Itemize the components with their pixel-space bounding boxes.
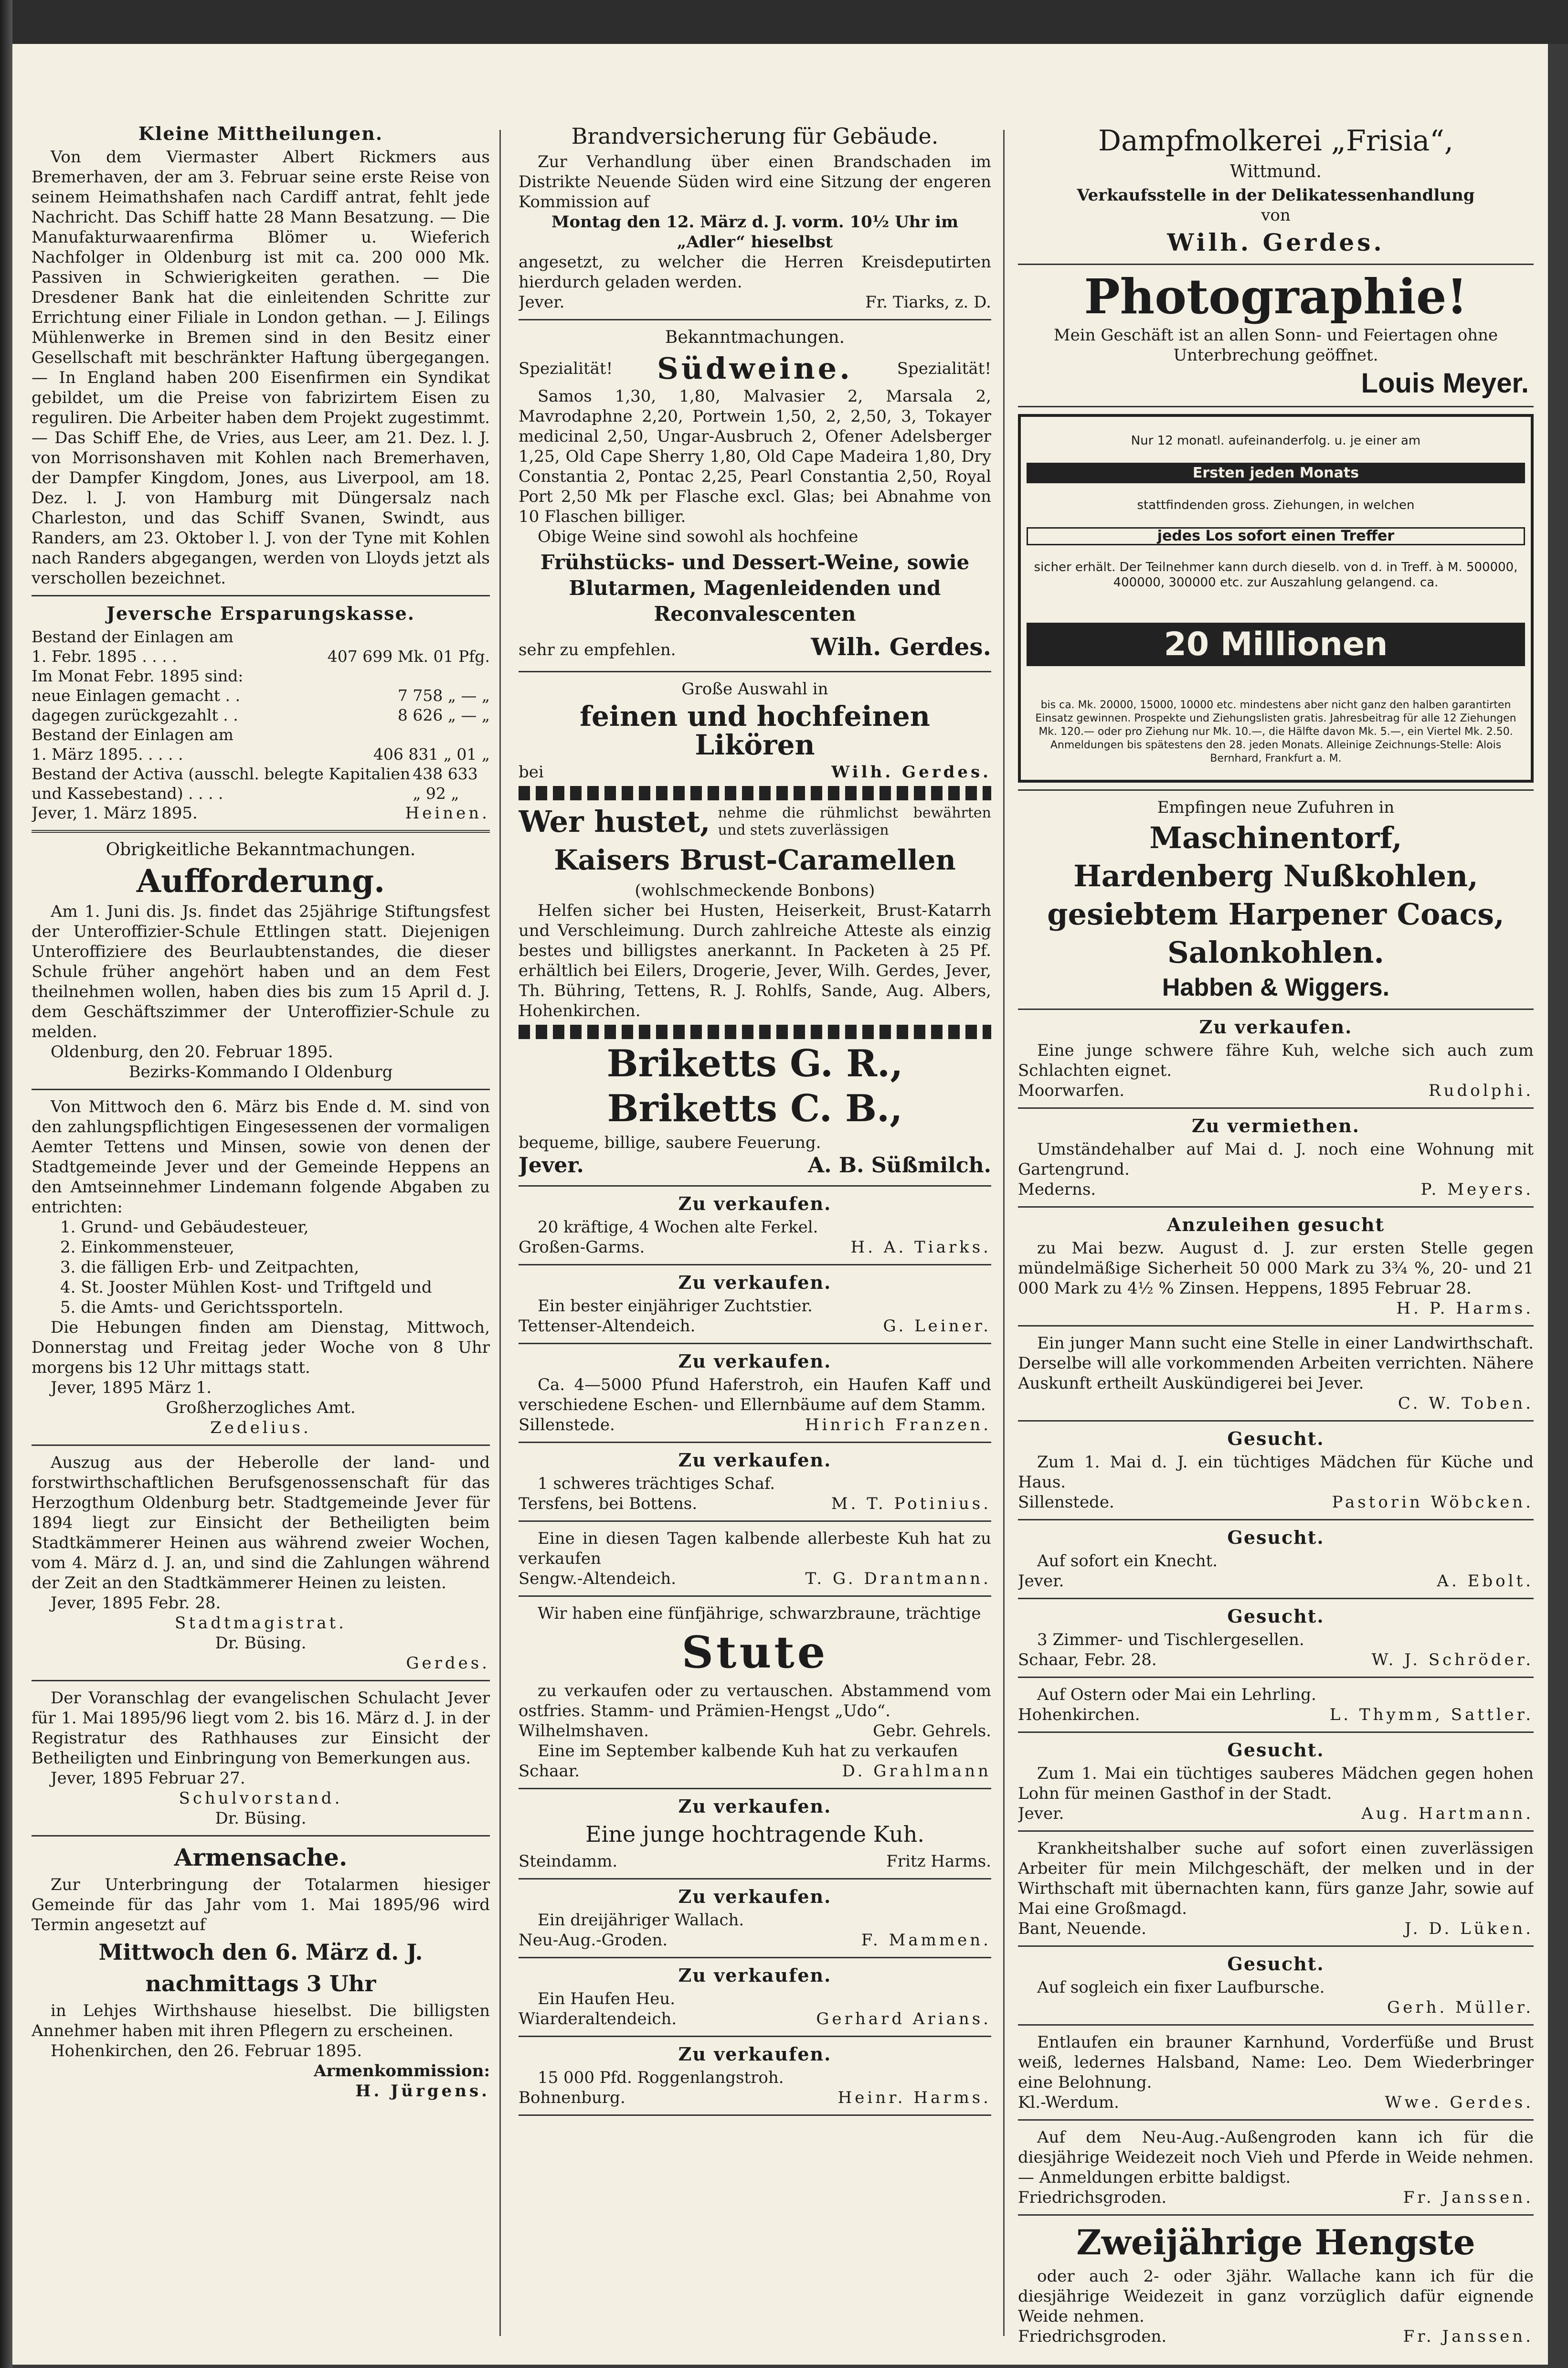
classified-ad bbox=[1018, 1527, 1534, 1599]
small-ads-1 bbox=[519, 1193, 991, 1597]
arm-sig2: H. Jürgens. bbox=[355, 2081, 490, 2101]
column-rule bbox=[1003, 130, 1005, 2336]
ad-name: L. Thymm, Sattler. bbox=[1329, 1705, 1534, 1724]
column-middle: Brandversicherung für Gebäude. Zur Verhandlung über einen Brandschaden im Distrikte Neuende Süden wird eine Sitzung der engeren Kommission auf Montag den 12. März d. J. vorm. 10½ Uhr im „Adler“ hieselbst angesetzt, zu welcher die Herren Kreisdeputirten hierdurch geladen werden. Jever. Fr. Tiarks, z. D. Bekanntmachungen. Spezialität! Südweine. Spezialität! Samos 1,30, 1,80, Malvasier 2, Marsala 2, Mavrodaphne 2,20, Portwein 1,50, 2, 2,50, 3, Tokayer medicinal 2,50, Ungar-Ausbruch 2, Ofener Adelsberger 1,25, Old Cape Sherry 1,80, Old Cape Madeira 1,80, Dry Constantia 2, Pontac 2,25, Pearl Constantia 2,50, Royal Port 2,50 Mk per Flasche excl. Glas; bei Abnahme von 10 Flaschen billiger. Obige Weine sind sowohl als hochfeine Frühstücks- und Dessert-Weine, sowie Blutarmen, Magenleidenden und Reconvalescenten sehr zu empfehlen. Wilh. Gerdes. Große Auswahl in feinen und hochfeinen Likören bei Wilh. Gerdes. Wer hustet, nehme die rühmlichst bewährten und stets zuverlässigen Kaisers Brust-Caramellen (wohlschmeckende Bonbons) Helfen sicher bei Husten, Heiserkeit, Brust-Katarrh und Verschleimung. Durch zahlreiche Atteste als einzig bestes und billigstes anerkannt. In Packeten à 25 Pf. erhältlich bei Eilers, Drogerie, Jever, Wilh. Gerdes, Jever, Th. Bühring, Tettens, R. J. Rohlfs, Sande, Aug. Albers, Hohenkirchen. Briketts G. R., Briketts C. B., bequeme, billige, saubere Feuerung. Jever. A. B. Süßmilch. Zu verkaufen. 20 kräftige, 4 Wochen alte Ferkel. Großen-Garms. H. A. Tiarks. Zu verkaufen. Ein bester einjähriger Zuchtstier. Tettenser-Altendeich. G. Leiner. Zu verkaufen. Ca. 4—5000 Pfund Haferstroh, ein Haufen Kaff und verschiedene Eschen- und Ellernbäume auf dem Stamm. Sillenstede. Hinrich Franzen. Zu verkaufen. 1 schweres trächtiges Schaf. Tersfens, bei Bottens. M. T. Potinius. Eine in diesen Tagen kalbende allerbeste Kuh hat zu verkaufen Sengw.-Altendeich. T. G. Drantmann. Wir haben eine fünfjährige, schwarzbraune, trächtige Stute zu verkaufen oder zu vertauschen. Abstammend vom ostfries. Stamm- und Prämien-Hengst „Udo“. Wilhelmshaven. Gebr. Gehrels. Eine im September kalbende Kuh hat zu verkaufen Schaar. D. Grahlmann Zu verkaufen. Eine junge hochtragende Kuh. Steindamm. Fritz Harms. Zu verkaufen. Ein dreijähriger Wallach. Neu-Aug.-Groden. F. Mammen. Zu verkaufen. Ein Haufen Heu. Wiarderaltendeich. Gerhard Arians. Zu verkaufen. 15 000 Pfd. Roggenlangstroh. Bohnenburg. Heinr. Harms. bbox=[519, 120, 991, 2123]
classified-ad bbox=[519, 1193, 991, 1265]
ad-text: 3 Zimmer- und Tischlergesellen. bbox=[1037, 1630, 1304, 1649]
classified-ad bbox=[1018, 1606, 1534, 1678]
classified-ad bbox=[1018, 1333, 1534, 1422]
ad-signature bbox=[519, 2088, 991, 2108]
ad-name: P. Meyers. bbox=[1420, 1180, 1534, 1199]
arm-big1: Mittwoch den 6. März d. J. bbox=[98, 1939, 423, 1965]
sw-bold: Frühstücks- und Dessert-Weine, sowie Blutarmen, Magenleidenden und Reconvalescenten bbox=[540, 551, 970, 626]
brand-text: Zur Verhandlung über einen Brandschaden im Distrikte Neuende Süden wird eine Sitzung der engeren Kommission auf bbox=[519, 152, 991, 212]
torf-sig: Habben & Wiggers. bbox=[1162, 974, 1390, 1001]
brand-bold: Montag den 12. März d. J. vorm. 10½ Uhr im „Adler“ hieselbst bbox=[551, 212, 959, 252]
ad-signature bbox=[519, 1494, 991, 1514]
arm-text: Zur Unterbringung der Totalarmen hiesiger Gemeinde für das Jahr vom 1. Mai 1895/96 wird Termin angesetzt auf bbox=[32, 1875, 490, 1934]
photo-title: Photographie! bbox=[1084, 268, 1468, 325]
ad-place: Bant, Neuende. bbox=[1018, 1919, 1146, 1938]
ad-name: A. Ebolt. bbox=[1437, 1572, 1534, 1591]
ad-text: Auf sofort ein Knecht. bbox=[1037, 1551, 1218, 1571]
small-ads-2 bbox=[519, 1886, 991, 2116]
classified-ad bbox=[1018, 1017, 1534, 1109]
spar-row bbox=[32, 744, 490, 764]
classified-ad bbox=[1018, 1214, 1534, 1327]
ad-name: Gerh. Müller. bbox=[1387, 1998, 1534, 2017]
sw-header: Spezialität! Südweine. Spezialität! bbox=[519, 351, 991, 386]
abg-item: 2. Einkommensteuer, bbox=[60, 1238, 234, 1257]
spar-row bbox=[32, 725, 490, 744]
stute-pre: Wir haben eine fünfjährige, schwarzbraune, trächtige bbox=[538, 1604, 981, 1623]
spar-row bbox=[32, 686, 490, 705]
classified-ad bbox=[1018, 2032, 1534, 2121]
spar-title: Jeversche Ersparungskasse. bbox=[106, 603, 415, 624]
ad-name: H. P. Harms. bbox=[1396, 1299, 1534, 1318]
classified-ad bbox=[519, 1529, 991, 1597]
ad-text: Entlaufen ein brauner Karnhund, Vorderfüße und Brust weiß, ledernes Halsband, Name: Leo. Dem Wiederbringer eine Belohnung. bbox=[1018, 2033, 1534, 2092]
spar-label: 1. Febr. 1895 . . . . bbox=[32, 647, 177, 666]
abg-date: Jever, 1895 März 1. bbox=[51, 1378, 212, 1397]
ad-signature bbox=[1018, 2187, 1534, 2208]
spar-label: Bestand der Einlagen am bbox=[32, 627, 233, 646]
classified-ad bbox=[519, 1886, 991, 1958]
classified-ad bbox=[1018, 1838, 1534, 1947]
brik-text: bequeme, billige, saubere Feuerung. bbox=[519, 1133, 821, 1152]
ad-text: 1 schweres trächtiges Schaf. bbox=[538, 1474, 775, 1493]
brik2: Briketts C. B., bbox=[607, 1087, 903, 1130]
ad-place: Neu-Aug.-Groden. bbox=[519, 1931, 668, 1950]
ad-name: F. Mammen. bbox=[861, 1931, 991, 1950]
sw-text2: Obige Weine sind sowohl als hochfeine bbox=[538, 527, 858, 546]
hust-text: Helfen sicher bei Husten, Heiserkeit, Brust-Katarrh und Verschleimung. Durch zahlreiche Atteste als einzig bestes und billigstes anerkannt. In Packeten à 25 Pf. erhältlich bei Eilers, Drogerie, Jever, Wilh. Gerdes, Jever, Th. Bühring, Tettens, R. J. Rohlfs, Sande, Aug. Albers, Hohenkirchen. bbox=[519, 901, 991, 1020]
ad-signature bbox=[519, 1316, 991, 1336]
heng-text: oder auch 2- oder 3jähr. Wallache kann ich für die diesjährige Weidezeit in ganz vorzüglich dafür eignende Weide nehmen. bbox=[1018, 2267, 1534, 2326]
scan-top-edge bbox=[12, 0, 1568, 44]
ad-place: Tettenser-Altendeich. bbox=[519, 1317, 696, 1336]
ad-text: Auf dem Neu-Aug.-Außengroden kann ich für die diesjährige Weidezeit noch Vieh und Pferde in Weide nehmen. — Anmeldungen erbitte baldigst. bbox=[1018, 2128, 1534, 2187]
frisia-sub: Wittmund. bbox=[1230, 162, 1322, 181]
ad-text: Zum 1. Mai ein tüchtiges sauberes Mädchen gegen hohen Lohn für meinen Gasthof in der Stadt. bbox=[1018, 1764, 1534, 1803]
ad-signature bbox=[519, 1237, 991, 1257]
ad-place: Jever. bbox=[1018, 1804, 1064, 1823]
classified-ad bbox=[1018, 1115, 1534, 1208]
abg-item: 4. St. Jooster Mühlen Kost- und Triftgeld und bbox=[60, 1278, 432, 1297]
ad-name: H. A. Tiarks. bbox=[850, 1238, 991, 1257]
spar-value: 407 699 Mk. 01 Pfg. bbox=[327, 647, 490, 666]
ad-signature bbox=[1018, 1179, 1534, 1200]
ad-name: W. J. Schröder. bbox=[1371, 1650, 1534, 1669]
column-rule bbox=[499, 130, 501, 2336]
ad-signature bbox=[1018, 2092, 1534, 2113]
spar-label: Bestand der Einlagen am bbox=[32, 725, 233, 744]
ad-name: T. G. Drantmann. bbox=[805, 1569, 991, 1588]
ad-place: Sillenstede. bbox=[519, 1415, 615, 1434]
spar-value: 8 626 „ — „ bbox=[397, 706, 490, 724]
kuh-text: Eine im September kalbende Kuh hat zu verkaufen bbox=[538, 1741, 958, 1761]
spar-label: Bestand der Activa (ausschl. belegte Kapitalien und Kassebestand) . . . . bbox=[32, 765, 411, 803]
spar-label: Im Monat Febr. 1895 sind: bbox=[32, 667, 244, 685]
ad-signature bbox=[519, 1569, 991, 1589]
mitt-text: Von dem Viermaster Albert Rickmers aus Bremerhaven, der am 3. Februar seine erste Reise von seinem Heimathshafen nach Cardiff antrat, fehlt jede Nachricht. Das Schiff hatte 28 Mann Besatzung. — Die Manufakturwaarenfirma Blömer u. Wieferich Nachfolger in Oldenburg ist mit ca. 200 000 Mk. Passiven in Schwierigkeiten gerathen. — Die Dresdener Bank hat die einleitenden Schritte zur Errichtung einer Filiale in London gethan. — J. Eilings Mühlenwerke in Bremen sind in den Besitz einer Gesellschaft mit beschränkter Haftung übergegangen. — In England haben 200 Eisenfirmen ein Syndikat gebildet, um die Preise von fabrizirtem Eisen zu reguliren. Die Arbeiter haben dem Projekt zugestimmt. — Das Schiff Ehe, de Vries, aus Leer, am 21. Dez. l. J. von Morrisonshaven mit Kohlen nach Bremerhaven, der Dampfer Kingdom, Jones, aus Liverpool, am 18. Dez. l. J. von Hamburg mit Düngersalz nach Charleston, und das Schiff Svanen, Swindt, aus Randers, am 23. Oktober l. J. von der Tyne mit Kohlen nach Randers abgegangen, werden von Lloyds jetzt als verschollen bezeichnet. bbox=[32, 148, 490, 588]
ad-title: Gesucht. bbox=[1227, 1428, 1324, 1449]
ad-signature bbox=[1018, 1919, 1534, 1939]
lottery-big: 20 Millionen bbox=[1027, 623, 1525, 666]
ad-title: Zu verkaufen. bbox=[678, 1886, 832, 1907]
ausz-date: Jever, 1895 Febr. 28. bbox=[51, 1593, 221, 1613]
ad-signature bbox=[1018, 1997, 1534, 2018]
stute-title: Stute bbox=[681, 1626, 828, 1678]
ad-title: Zu vermiethen. bbox=[1192, 1115, 1360, 1136]
ad-name: J. D. Lüken. bbox=[1404, 1919, 1534, 1938]
ad-text: Ca. 4—5000 Pfund Haferstroh, ein Haufen Kaff und verschiedene Eschen- und Ellernbäume auf dem Stamm. bbox=[519, 1375, 991, 1414]
brand-signature: Jever. Fr. Tiarks, z. D. bbox=[519, 293, 991, 312]
abg-text2: Die Hebungen finden am Dienstag, Mittwoch, Donnerstag und Freitag jeder Woche von 8 Uhr morgens bis 12 Uhr mittags statt. bbox=[32, 1318, 490, 1377]
ad-place: Hohenkirchen. bbox=[1018, 1705, 1140, 1724]
ad-name: Heinr. Harms. bbox=[837, 2088, 991, 2107]
ad-text: Krankheitshalber suche auf sofort einen zuverlässigen Arbeiter für mein Milchgeschäft, der melken und in der Wirthschaft mit übernachten kann, fürs ganze Jahr, sowie auf Mai eine Großmagd. bbox=[1018, 1839, 1534, 1918]
ad-title: Gesucht. bbox=[1227, 1739, 1324, 1761]
abg-item: 1. Grund- und Gebäudesteuer, bbox=[60, 1218, 309, 1237]
brand-text2: angesetzt, zu welcher die Herren Kreisdeputirten hierdurch geladen werden. bbox=[519, 253, 991, 292]
brik1: Briketts G. R., bbox=[606, 1042, 903, 1085]
ad-name: Aug. Hartmann. bbox=[1361, 1804, 1534, 1823]
hust-prod: Kaisers Brust-Caramellen bbox=[554, 844, 956, 876]
ad-text: 20 kräftige, 4 Wochen alte Ferkel. bbox=[538, 1218, 818, 1237]
ad-text: Auf Ostern oder Mai ein Lehrling. bbox=[1037, 1685, 1316, 1704]
spar-value: 406 831 „ 01 „ bbox=[373, 745, 490, 764]
ad-name: G. Leiner. bbox=[883, 1317, 991, 1336]
ad-signature bbox=[1018, 1705, 1534, 1725]
classified-ad bbox=[1018, 1685, 1534, 1733]
ad-title: Gesucht. bbox=[1227, 1527, 1324, 1548]
ausz-sig2: Dr. Büsing. bbox=[215, 1634, 307, 1653]
mitt-title: Kleine Mittheilungen. bbox=[138, 123, 383, 144]
abg-item: 5. die Amts- und Gerichtssporteln. bbox=[60, 1298, 344, 1317]
ad-name: M. T. Potinius. bbox=[831, 1494, 991, 1513]
kuh2-title: Zu verkaufen. bbox=[678, 1795, 832, 1817]
ad-title: Zu verkaufen. bbox=[678, 1449, 832, 1471]
ad-title: Gesucht. bbox=[1227, 1953, 1324, 1975]
hust-sub: (wohlschmeckende Bonbons) bbox=[635, 881, 875, 900]
ausz-sig1: Stadtmagistrat. bbox=[175, 1614, 347, 1633]
spar-table bbox=[32, 627, 490, 803]
auff-date: Oldenburg, den 20. Februar 1895. bbox=[51, 1042, 333, 1062]
vor-date: Jever, 1895 Februar 27. bbox=[51, 1769, 245, 1788]
obr-title: Obrigkeitliche Bekanntmachungen. bbox=[106, 840, 416, 860]
sw-title: Südweine. bbox=[657, 351, 853, 386]
arm-title: Armensache. bbox=[174, 1843, 348, 1871]
ad-place: Jever. bbox=[1018, 1572, 1064, 1591]
ad-place: Bohnenburg. bbox=[519, 2088, 625, 2107]
ad-signature bbox=[1018, 1650, 1534, 1670]
spar-row bbox=[32, 647, 490, 666]
lik-text: Große Auswahl in bbox=[681, 680, 828, 699]
classified-ad bbox=[1018, 2127, 1534, 2216]
abg-sig2: Zedelius. bbox=[210, 1418, 311, 1437]
ad-place: Moorwarfen. bbox=[1018, 1081, 1125, 1100]
ad-text: Ein dreijähriger Wallach. bbox=[538, 1911, 744, 1930]
spar-row bbox=[32, 627, 490, 647]
hust-header bbox=[519, 804, 991, 839]
lik-sig: Wilh. Gerdes. bbox=[831, 763, 991, 782]
classified-ad bbox=[1018, 1954, 1534, 2026]
ad-signature bbox=[1018, 1298, 1534, 1318]
ad-place: Tersfens, bei Bottens. bbox=[519, 1494, 698, 1513]
abg-item: 3. die fälligen Erb- und Zeitpachten, bbox=[60, 1258, 360, 1277]
sw-sig: Wilh. Gerdes. bbox=[811, 633, 991, 661]
arm-date: Hohenkirchen, den 26. Februar 1895. bbox=[51, 2041, 362, 2060]
ad-place: Schaar, Febr. 28. bbox=[1018, 1650, 1157, 1669]
ad-title: Zu verkaufen. bbox=[678, 2043, 832, 2065]
ad-signature bbox=[1018, 1393, 1534, 1413]
sw-text: Samos 1,30, 1,80, Malvasier 2, Marsala 2, Mavrodaphne 2,20, Portwein 1,50, 2, 2,50, 3, Tokayer medicinal 2,50, Ungar-Ausbruch 2, Ofener Adelsberger 1,25, Old Cape Sherry 1,80, Old Cape Madeira 1,80, Dry Constantia 2, Pontac 2,25, Pearl Constantia 2,50, Royal Port 2,50 Mk per Flasche excl. Glas; bei Abnahme von 10 Flaschen billiger. bbox=[519, 387, 991, 526]
ad-name: C. W. Toben. bbox=[1398, 1394, 1534, 1413]
ad-name: Rudolphi. bbox=[1429, 1081, 1534, 1100]
spar-value: 438 633 „ 92 „ bbox=[413, 765, 478, 803]
frisia-text: Verkaufsstelle in der Delikatessenhandlung bbox=[1077, 186, 1475, 205]
arm-sig1: Armenkommission: bbox=[314, 2061, 490, 2081]
ad-name: Wwe. Gerdes. bbox=[1385, 2093, 1534, 2112]
ad-text: zu Mai bezw. August d. J. zur ersten Stelle gegen mündelmäßige Sicherheit 50 000 Mark zu 3¾ %, 20- und 21 000 Mark zu 4½ % Zinsen. Heppens, 1895 Februar 28. bbox=[1018, 1239, 1534, 1298]
vor-sig1: Schulvorstand. bbox=[179, 1789, 343, 1808]
ad-title: Gesucht. bbox=[1227, 1605, 1324, 1627]
ad-text: Zum 1. Mai d. J. ein tüchtiges Mädchen für Küche und Haus. bbox=[1018, 1453, 1534, 1492]
auff-title: Aufforderung. bbox=[136, 862, 385, 900]
ad-place: Wiarderaltendeich. bbox=[519, 2009, 677, 2028]
ad-title: Zu verkaufen. bbox=[678, 1350, 832, 1372]
ad-place: Mederns. bbox=[1018, 1180, 1096, 1199]
ad-place: Kl.-Werdum. bbox=[1018, 2093, 1119, 2112]
ad-text: Ein Haufen Heu. bbox=[538, 1989, 676, 2008]
sw-emp: sehr zu empfehlen. bbox=[519, 640, 676, 659]
spar-value: 7 758 „ — „ bbox=[397, 686, 490, 705]
brand-title: Brandversicherung für Gebäude. bbox=[571, 123, 939, 149]
ad-title: Zu verkaufen. bbox=[678, 1193, 832, 1214]
small-ads-3 bbox=[1018, 1017, 1534, 2216]
spar-signature: Jever, 1. März 1895. Heinen. bbox=[32, 804, 490, 823]
ad-text: Eine junge schwere fähre Kuh, welche sich auch zum Schlachten eignet. bbox=[1018, 1041, 1534, 1080]
ad-place: Großen-Garms. bbox=[519, 1238, 645, 1257]
ad-signature bbox=[519, 2009, 991, 2029]
column-right: Dampfmolkerei „Frisia“, Wittmund. Verkaufsstelle in der Delikatessenhandlung von Wilh. Gerdes. Photographie! Mein Geschäft ist an allen Sonn- und Feiertagen ohne Unterbrechung geöffnet. Louis Meyer. Nur 12 monatl. aufeinanderfolg. u. je einer am Ersten jeden Monats stattfindenden gross. Ziehungen, in welchen jedes Los sofort einen Treffer sicher erhält. Der Teilnehmer kann durch dieselb. von d. in Treff. à M. 500000, 400000, 300000 etc. zur Auszahlung gelangend. ca. 20 Millionen bis ca. Mk. 20000, 15000, 10000 etc. mindestens aber nicht ganz den halben garantirten Einsatz gewinnen. Prospekte und Ziehungslisten gratis. Jahresbeitrag für alle 12 Ziehungen Mk. 120.— oder pro Ziehung nur Mk. 10.—, die Hälfte davon Mk. 5.—, ein Viertel Mk. 2.50. Anmeldungen bis spätestens den 28. jeden Monats. Alleinige Zeichnungs-Stelle: Alois Bernhard, Frankfurt a. M. Empfingen neue Zufuhren in Maschinentorf, Hardenberg Nußkohlen, gesiebtem Harpener Coacs, Salonkohlen. Habben & Wiggers. Zu verkaufen. Eine junge schwere fähre Kuh, welche sich auch zum Schlachten eignet. Moorwarfen. Rudolphi. Zu vermiethen. Umständehalber auf Mai d. J. noch eine Wohnung mit Gartengrund. Mederns. P. Meyers. Anzuleihen gesucht zu Mai bezw. August d. J. zur ersten Stelle gegen mündelmäßige Sicherheit 50 000 Mark zu 3¾ %, 20- und 21 000 Mark zu 4½ % Zinsen. Heppens, 1895 Februar 28. H. P. Harms. Ein junger Mann sucht eine Stelle in einer Landwirthschaft. Derselbe will alle vorkommenden Arbeiten verrichten. Nähere Auskunft ertheilt Auskündigerei bei Jever. C. W. Toben. Gesucht. Zum 1. Mai d. J. ein tüchtiges Mädchen für Küche und Haus. Sillenstede. Pastorin Wöbcken. Gesucht. Auf sofort ein Knecht. Jever. A. Ebolt. Gesucht. 3 Zimmer- und Tischlergesellen. Schaar, Febr. 28. W. J. Schröder. Auf Ostern oder Mai ein Lehrling. Hohenkirchen. L. Thymm, Sattler. Gesucht. Zum 1. Mai ein tüchtiges sauberes Mädchen gegen hohen Lohn für meinen Gasthof in der Stadt. Jever. Aug. Hartmann. Krankheitshalber suche auf sofort einen zuverlässigen Arbeiter für mein Milchgeschäft, der melken und in der Wirthschaft mit übernachten kann, fürs ganze Jahr, sowie auf Mai eine Großmagd. Bant, Neuende. J. D. Lüken. Gesucht. Auf sogleich ein fixer Laufbursche. Gerh. Müller. Entlaufen ein brauner Karnhund, Vorderfüße und Brust weiß, ledernes Halsband, Name: Leo. Dem Wiederbringer eine Belohnung. Kl.-Werdum. Wwe. Gerdes. Auf dem Neu-Aug.-Außengroden kann ich für die diesjährige Weidezeit noch Vieh und Pferde in Weide nehmen. — Anmeldungen erbitte baldigst. Friedrichsgroden. Fr. Janssen. Zweijährige Hengste oder auch 2- oder 3jähr. Wallache kann ich für die diesjährige Weidezeit in ganz vorzüglich dafür eignende Weide nehmen. Friedrichsgroden. Fr. Janssen. bbox=[1018, 124, 1534, 2346]
bek-title: Bekanntmachungen. bbox=[665, 328, 845, 347]
ornament-border bbox=[519, 786, 991, 800]
frisia-title: Dampfmolkerei „Frisia“, bbox=[1098, 124, 1453, 158]
ad-name: Gerhard Arians. bbox=[816, 2009, 991, 2028]
ad-signature bbox=[1018, 1571, 1534, 1591]
ad-text: 15 000 Pfd. Roggenlangstroh. bbox=[538, 2068, 784, 2087]
ad-place: Sengw.-Altendeich. bbox=[519, 1569, 677, 1588]
stute-text: zu verkaufen oder zu vertauschen. Abstammend vom ostfries. Stamm- und Prämien-Hengst „Udo“. bbox=[519, 1681, 991, 1720]
abg-list bbox=[32, 1217, 490, 1317]
ad-title: Anzuleihen gesucht bbox=[1166, 1214, 1385, 1235]
ornament-border bbox=[519, 1025, 991, 1039]
ad-text: Ein bester einjähriger Zuchtstier. bbox=[538, 1296, 813, 1316]
spar-label: 1. März 1895. . . . . bbox=[32, 745, 183, 764]
vor-sig2: Dr. Büsing. bbox=[215, 1809, 307, 1828]
ad-name: Fr. Janssen. bbox=[1403, 2188, 1534, 2207]
ad-name: Hinrich Franzen. bbox=[805, 1415, 991, 1434]
auff-sig: Bezirks-Kommando I Oldenburg bbox=[128, 1062, 393, 1082]
newspaper-page bbox=[12, 44, 1548, 2365]
ad-text: Auf sogleich ein fixer Laufbursche. bbox=[1037, 1978, 1325, 1997]
ausz-sig3: Gerdes. bbox=[406, 1654, 490, 1673]
lik-big: feinen und hochfeinen Likören bbox=[580, 700, 930, 761]
classified-ad bbox=[1018, 1428, 1534, 1520]
spar-label: dagegen zurückgezahlt . . bbox=[32, 706, 238, 724]
ad-place: Sillenstede. bbox=[1018, 1493, 1114, 1512]
spar-label: neue Einlagen gemacht . . bbox=[32, 686, 241, 705]
heng-title: Zweijährige Hengste bbox=[1076, 2222, 1475, 2262]
ausz-text: Auszug aus der Heberolle der land- und forstwirthschaftlichen Berufsgenossenschaft für das Herzogthum Oldenburg betr. Stadtgemeinde Jever für 1894 liegt zur Einsicht der Betheiligten beim Stadtkämmerer Heinen aus während zweier Wochen, vom 4. März d. J. an, und sind die Zahlungen während der Zeit an den Stadtkämmerer Heinen zu leisten. bbox=[32, 1453, 490, 1593]
vor-text: Der Voranschlag der evangelischen Schulacht Jever für 1. Mai 1895/96 liegt vom 2. bis 16. März d. J. in der Registratur des Rathhauses zur Einsicht der Betheiligten und Einbringung von Bemerkungen aus. bbox=[32, 1688, 490, 1768]
spar-row bbox=[32, 666, 490, 686]
arm-big2: nachmittags 3 Uhr bbox=[145, 1971, 376, 1996]
ad-title: Zu verkaufen. bbox=[678, 1272, 832, 1293]
ad-signature bbox=[1018, 1081, 1534, 1101]
classified-ad bbox=[519, 1450, 991, 1522]
arm-text2: in Lehjes Wirthshause hieselbst. Die billigsten Annehmer haben mit ihren Pflegern zu erscheinen. bbox=[32, 2001, 490, 2040]
ad-title: Zu verkaufen. bbox=[1199, 1016, 1353, 1038]
classified-ad bbox=[1018, 1740, 1534, 1832]
torf-text: Empfingen neue Zufuhren in bbox=[1157, 798, 1395, 817]
ad-text: Eine in diesen Tagen kalbende allerbeste Kuh hat zu verkaufen bbox=[519, 1529, 991, 1568]
hust-side: nehme die rühmlichst bewährten und stets zuverlässigen bbox=[718, 805, 991, 839]
photo-text: Mein Geschäft ist an allen Sonn- und Feiertagen ohne Unterbrechung geöffnet. bbox=[1053, 326, 1498, 365]
scan-binding-edge bbox=[0, 0, 12, 2368]
auff-text: Am 1. Juni dis. Js. findet das 25jährige Stiftungsfest der Unteroffizier-Schule Ettlingen statt. Diejenigen Unteroffiziere des Beurlaubtenstandes, die dieser Schule früher angehört haben und an dem Fest theilnehmen wollen, haben dies bis zum 15 April d. J. dem Geschäftszimmer der Unteroffizier-Schule zu melden. bbox=[32, 902, 490, 1041]
classified-ad bbox=[519, 1272, 991, 1344]
classified-ad bbox=[519, 1965, 991, 2037]
ad-text: Ein junger Mann sucht eine Stelle in einer Landwirthschaft. Derselbe will alle vorkommenden Arbeiten verrichten. Nähere Auskunft ertheilt Auskündigerei bei Jever. bbox=[1018, 1334, 1534, 1393]
ad-signature bbox=[1018, 1492, 1534, 1512]
classified-ad bbox=[519, 1351, 991, 1443]
lottery-ad: Nur 12 monatl. aufeinanderfolg. u. je einer am Ersten jeden Monats stattfindenden gross. Ziehungen, in welchen jedes Los sofort einen Treffer sicher erhält. Der Teilnehmer kann durch dieselb. von d. in Treff. à M. 500000, 400000, 300000 etc. zur Auszahlung gelangend. ca. 20 Millionen bis ca. Mk. 20000, 15000, 10000 etc. mindestens aber nicht ganz den halben garantirten Einsatz gewinnen. Prospekte und Ziehungslisten gratis. Jahresbeitrag für alle 12 Ziehungen Mk. 120.— oder pro Ziehung nur Mk. 10.—, die Hälfte davon Mk. 5.—, ein Viertel Mk. 2.50. Anmeldungen bis spätestens den 28. jeden Monats. Alleinige Zeichnungs-Stelle: Alois Bernhard, Frankfurt a. M. bbox=[1018, 414, 1534, 783]
classified-ad bbox=[519, 2044, 991, 2116]
ad-place: Friedrichsgroden. bbox=[1018, 2188, 1167, 2207]
kuh2-big: Eine junge hochtragende Kuh. bbox=[585, 1821, 924, 1847]
ad-signature bbox=[519, 1415, 991, 1435]
column-left bbox=[32, 120, 490, 2101]
spar-row bbox=[32, 705, 490, 725]
abg-text: Von Mittwoch den 6. März bis Ende d. M. sind von den zahlungspflichtigen Eingesessenen der vormaligen Aemter Tettens und Minsen, sowie von denen der Stadtgemeinde Jever und der Gemeinde Heppens an den Amtseinnehmer Lindemann folgende Abgaben zu entrichten: bbox=[32, 1097, 490, 1217]
ad-text: Umständehalber auf Mai d. J. noch eine Wohnung mit Gartengrund. bbox=[1018, 1140, 1534, 1179]
hust-big: Wer hustet, bbox=[519, 804, 710, 839]
ad-signature bbox=[1018, 1804, 1534, 1824]
photo-sig: Louis Meyer. bbox=[1361, 368, 1529, 399]
ad-title: Zu verkaufen. bbox=[678, 1964, 832, 1986]
ad-name: Pastorin Wöbcken. bbox=[1332, 1493, 1534, 1512]
brik-sig: A. B. Süßmilch. bbox=[808, 1153, 991, 1178]
ad-signature bbox=[519, 1930, 991, 1950]
abg-sig1: Großherzogliches Amt. bbox=[166, 1398, 356, 1417]
spar-row bbox=[32, 764, 490, 803]
frisia-sig: Wilh. Gerdes. bbox=[1167, 228, 1385, 256]
